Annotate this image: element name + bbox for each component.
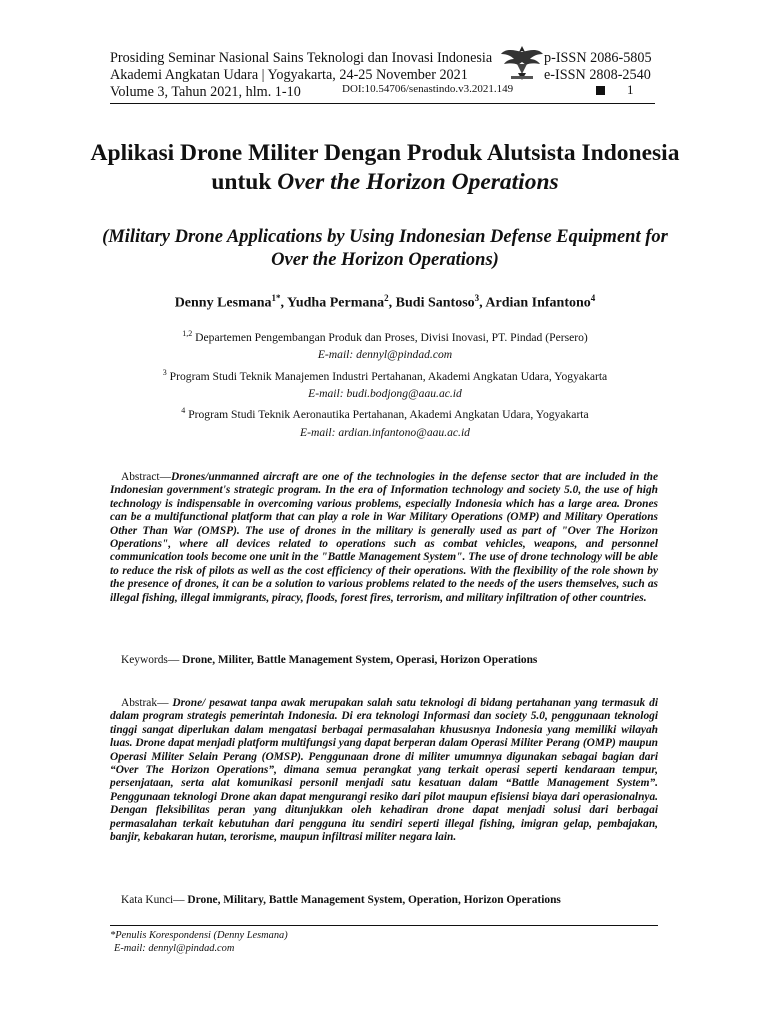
conference-location-date: Akademi Angkatan Udara | Yogyakarta, 24-25 November 2021 — [110, 67, 468, 83]
author-sup: 2 — [384, 293, 389, 303]
affiliation-sup: 1,2 — [182, 329, 193, 338]
keywords-indonesian — [121, 894, 661, 906]
eagle-emblem-icon — [500, 40, 544, 84]
author-sup: 4 — [590, 293, 596, 303]
paper-subtitle: (Military Drone Applications by Using Indonesian Defense Equipment for Over the Horizon Operations) — [102, 227, 668, 270]
paper-title-italic: Over the Horizon Operations — [277, 169, 559, 195]
header-divider — [110, 103, 655, 104]
footnote-email[interactable]: E-mail: dennyl@pindad.com — [114, 943, 235, 954]
author-sup: 3 — [474, 293, 480, 303]
affiliation-sup: 3 — [162, 367, 167, 377]
author-name: Budi Santoso — [395, 295, 475, 311]
author-name: Ardian Infantono — [485, 295, 591, 311]
affiliation-sup: 4 — [181, 406, 186, 416]
author-list — [90, 293, 680, 312]
affiliation — [90, 364, 680, 385]
affiliation-text: Departemen Pengembangan Produk dan Proses, Divisi Inovasi, PT. Pindad (Persero) — [192, 330, 588, 344]
e-issn: e-ISSN 2808-2540 — [544, 67, 651, 83]
issn-block — [544, 50, 652, 84]
abstract-indonesian — [110, 697, 658, 844]
volume-info: Volume 3, Tahun 2021, hlm. 1-10 — [110, 84, 301, 100]
keywords-lead: Keywords— — [121, 654, 180, 666]
proceedings-name: Prosiding Seminar Nasional Sains Teknologi dan Inovasi Indonesia — [110, 50, 493, 66]
affiliation-text: Program Studi Teknik Manajemen Industri Pertahanan, Akademi Angkatan Udara, Yogyakarta — [166, 369, 608, 383]
author-sep: , — [479, 295, 486, 311]
affiliation — [90, 402, 680, 423]
p-issn: p-ISSN 2086-5805 — [544, 50, 652, 66]
affiliation — [90, 325, 680, 346]
corresponding-author-footnote — [110, 929, 288, 955]
author-sep: , — [388, 295, 396, 311]
kata-kunci-lead: Kata Kunci— — [121, 894, 185, 906]
author-sup: 1* — [271, 293, 281, 303]
footnote-divider — [110, 925, 658, 926]
affiliation-text: Program Studi Teknik Aeronautika Pertahanan, Akademi Angkatan Udara, Yogyakarta — [185, 408, 589, 422]
abstract-english — [110, 471, 658, 605]
affiliation-list — [90, 325, 680, 441]
square-bullet-icon — [596, 86, 605, 95]
kata-kunci-body: Drone, Military, Battle Management System, Operation, Horizon Operations — [184, 894, 561, 906]
author-name: Denny Lesmana — [174, 295, 272, 311]
abstract-body: Drones/unmanned aircraft are one of the technologies in the defense sector that are included in the Indonesian government's strategic program. In the era of Information technology and society 5.0, the use of high technology is indispensable in overcoming various problems, especially Indonesia which has a large area. Drones can be a multifunctional platform that can play a role in War Military Operations (OMP) and Military Operations Other Than War (OMSP). The use of drones in the military is generally used as part of "Over The Horizon Operations", where all devices related to operations such as combat vehicles, weapons, and personnel communication tools become one unit in the "Battle Management System". The use of drone technology will be able to reduce the risk of pilots as well as the cost efficiency of their operations. With the flexibility of the role shown by the presence of drones, it can be a solution to various problems related to the needs of the users themselves, such as illegal fishing, illegal immigrants, piracy, floods, forest fires, terrorism, and military infiltration of other countries. — [110, 471, 658, 604]
affiliation-email[interactable]: E-mail: ardian.infantono@aau.ac.id — [300, 425, 470, 439]
paper-title-text: Aplikasi Drone Militer Dengan Produk Alutsista Indonesia untuk — [90, 140, 680, 195]
paper-title — [90, 139, 680, 197]
abstract-lead: Abstract— — [121, 471, 171, 483]
author-sep: , — [280, 295, 288, 311]
abstrak-body: Drone/ pesawat tanpa awak merupakan salah satu teknologi di bidang pertahanan yang termasuk di dalam program strategis pemerintah Indonesia. Di era teknologi Informasi dan society 5.0, penggunaan teknologi tinggi sangat diperlukan dalam mengatasi berbagai permasalahan khususnya Indonesia yang memiliki wilayah luas. Drone dapat menjadi platform multifungsi yang dapat berperan dalam Operasi Militer Perang (OMP) maupun Operasi Militer Selain Perang (OMSP). Penggunaan drone di militer umumnya digunakan sebagai bagian dari “Over The Horizon Operations”, dimana semua perangkat yang terkait operasi seperti kendaraan tempur, persenjataan, serta alat komunikasi personil menjadi satu kesatuan dalam “Battle Management System”. Penggunaan teknologi Drone akan dapat mengurangi resiko dari pilot maupun efisiensi biaya dari operasionalnya. Dengan fleksibilitas peran yang ditunjukkan oleh kehadiran drone dapat menjadi solusi dari berbagai permasalahan terkait kebutuhan dari pengguna itu sendiri seperti illegal fishing, imigran gelap, pembajakan, banjir, kebakaran hutan, terorisme, maupun infiltrasi militer negara lain. — [110, 697, 659, 844]
author-name: Yudha Permana — [287, 295, 385, 311]
keywords-english — [121, 654, 661, 666]
footnote-author: *Penulis Korespondensi (Denny Lesmana) — [110, 930, 288, 941]
page-number: 1 — [627, 82, 634, 97]
abstrak-lead: Abstrak— — [121, 697, 173, 709]
affiliation-email[interactable]: E-mail: dennyl@pindad.com — [317, 348, 453, 362]
doi-link[interactable]: DOI:10.54706/senastindo.v3.2021.149 — [342, 83, 514, 95]
keywords-body: Drone, Militer, Battle Management System, Operasi, Horizon Operations — [179, 654, 538, 666]
affiliation-email[interactable]: E-mail: budi.bodjong@aau.ac.id — [308, 386, 462, 400]
